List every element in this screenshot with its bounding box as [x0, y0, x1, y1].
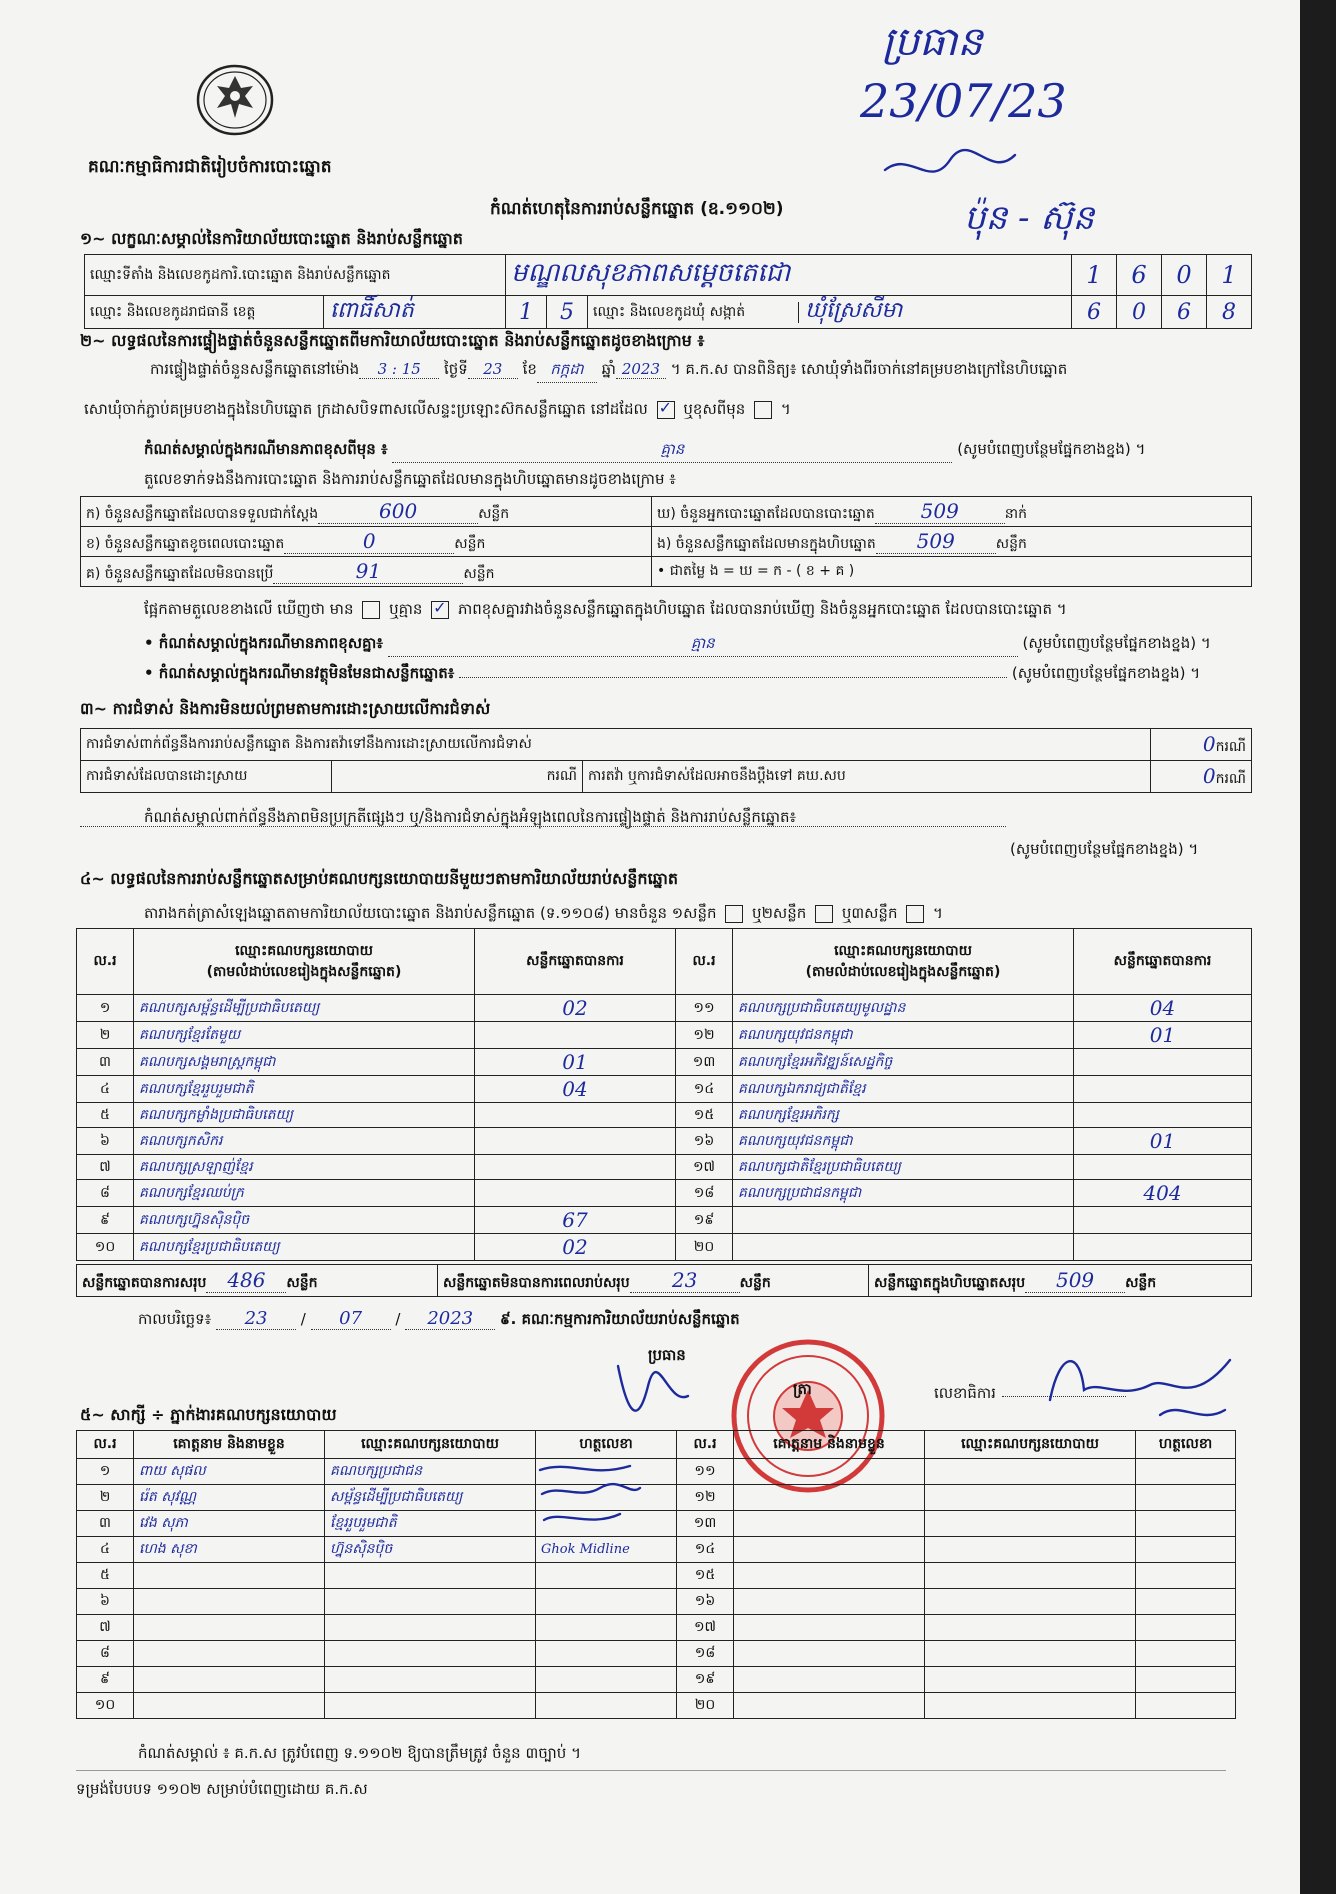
col-name: គោត្តនាម និងនាមខ្លួន [734, 1431, 925, 1459]
party-name: គណបក្សសម្ព័ន្ធដើម្បីប្រជាធិបតេយ្យ [134, 995, 475, 1022]
bullet2-line [144, 664, 1200, 686]
col-party: ឈ្មោះគណបក្សនយោបាយ [325, 1431, 536, 1459]
party-votes [475, 1022, 676, 1049]
province-code-digit: 5 [547, 296, 588, 329]
voters-unit: នាក់ [1004, 505, 1027, 522]
total-valid-unit: សន្លឹក [286, 1274, 318, 1291]
handwritten-signature-top [880, 140, 1020, 200]
row-no: ៤ [77, 1537, 134, 1563]
results-row [77, 1076, 1252, 1103]
witness-signatures [530, 1458, 650, 1548]
in-box-unit: សន្លឹក [995, 535, 1027, 552]
org-name: គណៈកម្មាធិការជាតិរៀបចំការបោះឆ្នោត [88, 157, 332, 177]
date-month: 07 [311, 1308, 391, 1330]
row-no: ១០ [77, 1693, 134, 1719]
fill-hint: (សូមបំពេញបន្ថែមផ្នែកខាងខ្នង) ។ [1022, 634, 1211, 652]
difference-note-line [144, 440, 1145, 463]
verification-day-label: ថ្ងៃទី [443, 360, 468, 378]
verification-line [150, 360, 1067, 383]
verification-day: 23 [468, 360, 518, 379]
row-no: ៧ [77, 1155, 134, 1180]
row-no: ១៨ [676, 1180, 733, 1207]
verification-time-label: ការផ្ទៀងផ្ទាត់ចំនួនសន្លឹកឆ្នោតនៅម៉ោង [150, 360, 360, 378]
col-no: ល.រ [677, 1431, 734, 1459]
row-no: ១៨ [677, 1641, 734, 1667]
ballot-numbers-table [80, 496, 1252, 587]
station-code-digit: 0 [1162, 255, 1207, 296]
verification-month: កក្កដា [537, 360, 597, 383]
row-no: ១៤ [677, 1537, 734, 1563]
party-votes: 04 [475, 1076, 676, 1103]
col-votes: សន្លឹកឆ្នោតបានការ [475, 929, 676, 995]
row-no: ១៧ [676, 1155, 733, 1180]
col-votes: សន្លឹកឆ្នោតបានការ [1074, 929, 1252, 995]
complaints-row1-unit: ករណី [1215, 738, 1246, 755]
party-votes [1074, 1234, 1252, 1261]
seal-line [84, 400, 791, 422]
handwritten-note-name: ប៉ុន - ស៊ុន [964, 198, 1095, 238]
row-no: ៣ [77, 1049, 134, 1076]
party-name: គណបក្សប្រជាជនកម្ពុជា [733, 1180, 1074, 1207]
row-no: ៥ [77, 1563, 134, 1589]
party-votes [475, 1155, 676, 1180]
comparison-rest: ភាពខុសគ្នារវាងចំនួនសន្លឹកឆ្នោតក្នុងហិបឆ្នោត ដែលបានរាប់ឃើញ និងចំនួនអ្នកបោះឆ្នោត ដែលបានបោះឆ្នោត ។ [457, 600, 1067, 618]
commune-code-digit: 6 [1162, 296, 1207, 329]
party-name: គណបក្សខ្មែរតែមួយ [134, 1022, 475, 1049]
row-no: ១៦ [677, 1589, 734, 1615]
witness-row [77, 1641, 1236, 1667]
in-box-value: 509 [876, 529, 996, 554]
total-box-unit: សន្លឹក [1125, 1274, 1157, 1291]
total-invalid-label: សន្លឹកឆ្នោតមិនបានការពេលរាប់សរុប [443, 1274, 630, 1291]
col-party: ឈ្មោះគណបក្សនយោបាយ [834, 942, 972, 959]
commune-value: ឃុំស្រែសីមា [805, 298, 903, 323]
row-no: ១៣ [677, 1511, 734, 1537]
row-no: ១១ [676, 995, 733, 1022]
witness-name: រ៉េត សុវណ្ណ [134, 1485, 325, 1511]
row-no: ៦ [77, 1128, 134, 1155]
committee-label: ៩. គណៈកម្មការការិយាល័យរាប់សន្លឹកឆ្នោត [500, 1310, 740, 1328]
tally-sheets-end: ។ [933, 904, 943, 922]
party-name: គណបក្សខ្មែរឈប់ក្រ [134, 1180, 475, 1207]
fill-hint: (សូមបំពេញបន្ថែមផ្នែកខាងខ្នង) ។ [957, 440, 1146, 458]
three-sheets-label: ឬ៣សន្លឹក [841, 904, 898, 922]
totals-row [76, 1264, 1252, 1297]
witness-row [77, 1537, 1236, 1563]
difference-note-value: គ្មាន [392, 440, 952, 463]
col-no: ល.រ [77, 929, 134, 995]
row-no: ៩ [77, 1207, 134, 1234]
col-party: ឈ្មោះគណបក្សនយោបាយ [235, 942, 373, 959]
three-sheets-checkbox[interactable] [906, 905, 924, 923]
party-votes [1074, 1207, 1252, 1234]
witness-sign: Ghok Midline [536, 1537, 677, 1563]
witness-table [76, 1430, 1236, 1719]
row-no: ៦ [77, 1589, 134, 1615]
col-no: ល.រ [77, 1431, 134, 1459]
row-no: ៨ [77, 1641, 134, 1667]
numbers-intro: តួលេខទាក់ទងនឹងការបោះឆ្នោត និងការរាប់សន្លឹកឆ្នោតដែលមានក្នុងហិបឆ្នោតមានដូចខាងក្រោម ៖ [144, 470, 676, 488]
total-valid-label: សន្លឹកឆ្នោតបានការសរុប [82, 1274, 207, 1291]
voters-value: 509 [875, 499, 1005, 524]
party-votes: 01 [475, 1049, 676, 1076]
complaints-row1-value: 0 [1202, 731, 1216, 756]
row-no: ១០ [77, 1234, 134, 1261]
no-difference-checkbox[interactable] [431, 601, 449, 619]
party-name: គណបក្សខ្មែររួបរួមជាតិ [134, 1076, 475, 1103]
spoiled-unit: សន្លឹក [454, 535, 486, 552]
witness-row [77, 1589, 1236, 1615]
section5-heading: ៥~ សាក្សី ÷ ភ្នាក់ងារគណបក្សនយោបាយ [80, 1405, 337, 1424]
party-name: គណបក្សសង្គមរាស្ត្រកម្ពុជា [134, 1049, 475, 1076]
date-line: កាលបរិច្ឆេទ៖ 23 / 07 / 2023 ៩. គណៈកម្មការការិយាល័យរាប់សន្លឹកឆ្នោត [138, 1308, 740, 1329]
party-name [733, 1207, 1074, 1234]
total-invalid-value: 23 [630, 1268, 740, 1293]
station-info-table [84, 254, 1252, 329]
bullet1-label: • កំណត់សម្គាល់ក្នុងករណីមានភាពខុសគ្នា៖ [144, 634, 383, 652]
two-sheets-checkbox[interactable] [815, 905, 833, 923]
section4-heading: ៤~ លទ្ធផលនៃការរាប់សន្លឹកឆ្នោតសម្រាប់គណបក្សនយោបាយនីមួយៗតាមការិយាល័យរាប់សន្លឹកឆ្នោត [80, 869, 679, 888]
one-sheet-checkbox[interactable] [725, 905, 743, 923]
has-difference-checkbox[interactable] [362, 601, 380, 619]
party-votes: 404 [1074, 1180, 1252, 1207]
station-code-digit: 6 [1117, 255, 1162, 296]
total-box-label: សន្លឹកឆ្នោតក្នុងហិបឆ្នោតសរុប [874, 1274, 1026, 1291]
appeal-value: 0 [1202, 763, 1216, 788]
row-no: ៥ [77, 1103, 134, 1128]
col-sign: ហត្ថលេខា [536, 1431, 677, 1459]
different-checkbox[interactable] [754, 401, 772, 419]
party-name: គណបក្សកម្លាំងប្រជាធិបតេយ្យ [134, 1103, 475, 1128]
party-name: គណបក្សខ្មែរប្រជាធិបតេយ្យ [134, 1234, 475, 1261]
no-difference-label: ឬគ្មាន [389, 600, 423, 618]
province-value: ពោធិ៍សាត់ [323, 296, 414, 328]
verification-year: 2023 [616, 360, 666, 379]
irregularity-fill-line [80, 826, 1006, 827]
party-votes: 67 [475, 1207, 676, 1234]
date-year: 2023 [405, 1308, 495, 1330]
total-invalid-unit: សន្លឹក [739, 1274, 771, 1291]
col-party-sub: (តាមលំដាប់លេខរៀងក្នុងសន្លឹកឆ្នោត) [206, 963, 402, 980]
col-sign: ហត្ថលេខា [1136, 1431, 1236, 1459]
form-footer: ទម្រង់បែបបទ ១១០២ សម្រាប់បំពេញដោយ គ.ក.ស [76, 1780, 368, 1798]
witness-row [77, 1667, 1236, 1693]
party-name: គណបក្សខ្មែរអភិវឌ្ឍន៍សេដ្ឋកិច្ច [733, 1049, 1074, 1076]
row-no: ២ [77, 1022, 134, 1049]
fill-hint: (សូមបំពេញបន្ថែមផ្នែកខាងខ្នង) ។ [1010, 840, 1199, 858]
witness-row [77, 1615, 1236, 1641]
resolved-unit: ករណី [332, 761, 583, 793]
row-no: ១១ [677, 1459, 734, 1485]
two-sheets-label: ឬ២សន្លឹក [752, 904, 807, 922]
row-no: ៩ [77, 1667, 134, 1693]
party-votes: 02 [475, 1234, 676, 1261]
dark-background-edge [1300, 0, 1336, 1894]
date-label: កាលបរិច្ឆេទ៖ [138, 1310, 212, 1328]
verification-year-label: ឆ្នាំ [601, 360, 616, 378]
nec-emblem-icon [195, 62, 275, 138]
commune-label: ឈ្មោះ និងលេខកូដឃុំ សង្កាត់ [588, 302, 799, 323]
in-box-label: ង) ចំនួនសន្លឹកឆ្នោតដែលមានក្នុងហិបឆ្នោត [657, 535, 876, 552]
spoiled-value: 0 [284, 529, 454, 554]
row-no: ១៣ [676, 1049, 733, 1076]
stamp-label: ត្រា [793, 1380, 812, 1398]
results-table [76, 928, 1252, 1261]
secretary-signature [1040, 1340, 1240, 1430]
results-row [77, 1022, 1252, 1049]
results-row [77, 1234, 1252, 1261]
station-code-digit: 1 [1207, 255, 1252, 296]
witness-party: ហ្វ៊ុនស៊ិនប៉ិច [325, 1537, 536, 1563]
row-no: ១២ [676, 1022, 733, 1049]
row-no: ២០ [676, 1234, 733, 1261]
witness-row [77, 1485, 1236, 1511]
different-label: ឬខុសពីមុន [683, 400, 746, 418]
party-name: គណបក្សយុវជនកម្ពុជា [733, 1022, 1074, 1049]
chair-label: ប្រធាន [648, 1346, 686, 1364]
total-box-value: 509 [1025, 1268, 1125, 1293]
commune-code-digit: 6 [1072, 296, 1117, 329]
complaints-row1-label: ការជំទាស់ពាក់ព័ន្ធនឹងការរាប់សន្លឹកឆ្នោត និងការតវ៉ាទៅនឹងការដោះស្រាយលើការជំទាស់ [81, 729, 1151, 761]
party-name: គណបក្សប្រជាធិបតេយ្យមូលដ្ឋាន [733, 995, 1074, 1022]
col-name: គោត្តនាម និងនាមខ្លួន [134, 1431, 325, 1459]
complaints-table [80, 728, 1252, 793]
row-no: ២០ [677, 1693, 734, 1719]
commune-code-digit: 0 [1117, 296, 1162, 329]
row-no: ១ [77, 995, 134, 1022]
section1-heading: ១~ លក្ខណៈសម្គាល់នៃការិយាល័យបោះឆ្នោត និងរាប់សន្លឹកឆ្នោត [80, 229, 463, 248]
row-no: ១២ [677, 1485, 734, 1511]
irregularity-note: កំណត់សម្គាល់ពាក់ព័ន្ធនឹងភាពមិនប្រក្រតីផ្សេងៗ ឬ/និងការជំទាស់ក្នុងអំឡុងពេលនៃការផ្ទៀងផ្ទាត់ និងការរាប់សន្លឹកឆ្នោត៖ [144, 808, 797, 826]
party-name: គណបក្សឯករាជ្យជាតិខ្មែរ [733, 1076, 1074, 1103]
witness-row [77, 1563, 1236, 1589]
secretary-label: លេខាធិការ [934, 1384, 996, 1402]
party-name: គណបក្សហ្វ៊ុនស៊ិនប៉ិច [134, 1207, 475, 1234]
date-day: 23 [216, 1308, 296, 1330]
witness-row [77, 1459, 1236, 1485]
fill-hint: (សូមបំពេញបន្ថែមផ្នែកខាងខ្នង) ។ [1011, 664, 1201, 682]
unused-unit: សន្លឹក [463, 565, 495, 582]
verification-time: 3 : 15 [359, 360, 439, 379]
party-votes [475, 1103, 676, 1128]
resolved-label: ការជំទាស់ដែលបានដោះស្រាយ [81, 761, 332, 793]
bullet2-value [459, 677, 1007, 678]
province-code-digit: 1 [506, 296, 547, 329]
party-votes: 04 [1074, 995, 1252, 1022]
province-label: ឈ្មោះ និងលេខកូដរាជធានី ខេត្ត [90, 303, 256, 320]
row-no: ១៦ [676, 1128, 733, 1155]
tally-sheets-line [144, 904, 943, 926]
witness-party: គណបក្សប្រជាជន [325, 1459, 536, 1485]
spoiled-label: ខ) ចំនួនសន្លឹកឆ្នោតខូចពេលបោះឆ្នោត [86, 535, 285, 552]
appeal-unit: ករណី [1215, 770, 1246, 787]
row-no: ៣ [77, 1511, 134, 1537]
handwritten-note-title: ប្រធាន [882, 19, 983, 65]
witness-party: សម្ព័ន្ធដើម្បីប្រជាធិបតេយ្យ [325, 1485, 536, 1511]
bullet1-line [144, 634, 1211, 657]
bullet1-value: គ្មាន [388, 634, 1018, 657]
comparison-line [144, 600, 1067, 622]
party-votes: 01 [1074, 1128, 1252, 1155]
verification-month-label: ខែ [522, 360, 537, 378]
row-no: ២ [77, 1485, 134, 1511]
party-votes [1074, 1049, 1252, 1076]
footer-divider [76, 1770, 1226, 1771]
received-value: 600 [318, 499, 478, 524]
party-votes [475, 1128, 676, 1155]
voters-label: ឃ) ចំនួនអ្នកបោះឆ្នោតដែលបានបោះឆ្នោត [657, 505, 875, 522]
footnote: កំណត់សម្គាល់ ៖ គ.ក.ស ត្រូវបំពេញ ទ.១១០២ ឱ្យបានត្រឹមត្រូវ ចំនួន ៣ច្បាប់ ។ [138, 1744, 581, 1762]
row-no: ១ [77, 1459, 134, 1485]
row-no: ១៤ [676, 1076, 733, 1103]
witness-row [77, 1511, 1236, 1537]
col-party: ឈ្មោះគណបក្សនយោបាយ [925, 1431, 1136, 1459]
witness-row [77, 1693, 1236, 1719]
station-code-digit: 1 [1072, 255, 1117, 296]
col-no: ល.រ [676, 929, 733, 995]
party-votes [1074, 1103, 1252, 1128]
results-row [77, 1103, 1252, 1128]
row-no: ៨ [77, 1180, 134, 1207]
results-row [77, 1207, 1252, 1234]
total-valid-value: 486 [206, 1268, 286, 1293]
commune-code-digit: 8 [1207, 296, 1252, 329]
row-no: ១៥ [677, 1563, 734, 1589]
col-party-sub: (តាមលំដាប់លេខរៀងក្នុងសន្លឹកឆ្នោត) [805, 963, 1001, 980]
same-checkbox[interactable] [657, 401, 675, 419]
party-name: គណបក្សកសិករ [134, 1128, 475, 1155]
row-no: ៤ [77, 1076, 134, 1103]
appeal-label: ការតវ៉ា ឬការជំទាស់ដែលអាចនឹងប្តឹងទៅ គឃ.សប [583, 761, 1151, 793]
row-no: ១៥ [676, 1103, 733, 1128]
party-name: គណបក្សខ្មែរអភិរក្ស [733, 1103, 1074, 1128]
handwritten-note-date: 23/07/23 [860, 74, 1067, 128]
witness-name: ហេង សុខា [134, 1537, 325, 1563]
witness-name: ពាយ សុផល [134, 1459, 325, 1485]
section3-heading: ៣~ ការជំទាស់ និងការមិនយល់ព្រមតាមការដោះស្រាយលើការជំទាស់ [80, 699, 491, 718]
station-name-label: ឈ្មោះទីតាំង និងលេខកូដការិ.បោះឆ្នោត និងរាប់សន្លឹកឆ្នោត [85, 255, 506, 296]
party-name: គណបក្សជាតិខ្មែរប្រជាធិបតេយ្យ [733, 1155, 1074, 1180]
party-votes: 01 [1074, 1022, 1252, 1049]
witness-name: វេង សុភា [134, 1511, 325, 1537]
unused-value: 91 [273, 559, 463, 584]
received-label: ក) ចំនួនសន្លឹកឆ្នោតដែលបានទទួលជាក់ស្តែង [86, 505, 319, 522]
witness-party: ខ្មែររួបរួមជាតិ [325, 1511, 536, 1537]
bullet2-label: • កំណត់សម្គាល់ក្នុងករណីមានវត្ថុមិនមែនជាសន្លឹកឆ្នោត៖ [144, 664, 455, 682]
row-no: ៧ [77, 1615, 134, 1641]
party-name [733, 1234, 1074, 1261]
seal-end: ។ [780, 400, 791, 418]
row-no: ១៧ [677, 1615, 734, 1641]
comparison-label: ផ្អែកតាមតួលេខខាងលើ ឃើញថា មាន [144, 600, 354, 618]
results-row [77, 1049, 1252, 1076]
party-votes [1074, 1076, 1252, 1103]
party-votes: 02 [475, 995, 676, 1022]
results-row [77, 1180, 1252, 1207]
difference-note-label: កំណត់សម្គាល់ក្នុងករណីមានភាពខុសពីមុន ៖ [144, 440, 388, 458]
results-row [77, 1155, 1252, 1180]
party-name: គណបក្សស្រឡាញ់ខ្មែរ [134, 1155, 475, 1180]
formula-text: • ជាតម្លៃ ង = ឃ = ក - ( ខ + គ ) [657, 563, 855, 579]
party-name: គណបក្សយុវជនកម្ពុជា [733, 1128, 1074, 1155]
party-votes [475, 1180, 676, 1207]
seal-text: សោឃុំចាក់ភ្ជាប់គម្របខាងក្នុងនៃហិបឆ្នោត ក្រដាសបិទពាសលើសន្ទះប្រឡោះស៊កសន្លឹកឆ្នោត នៅដដែល [84, 400, 648, 418]
results-row [77, 1128, 1252, 1155]
section2-heading: ២~ លទ្ធផលនៃការផ្ទៀងផ្ទាត់ចំនួនសន្លឹកឆ្នោតពីមការិយាល័យបោះឆ្នោត និងរាប់សន្លឹកឆ្នោតដូចខាងក្រោម ៖ [80, 331, 705, 350]
row-no: ១៩ [677, 1667, 734, 1693]
tally-sheets-label: តារាងកត់ត្រាសំឡេងឆ្នោតតាមការិយាល័យបោះឆ្នោត និងរាប់សន្លឹកឆ្នោត (ទ.១១០៨) មានចំនួន ១សន្លឹក [144, 904, 717, 922]
verification-text: ។ គ.ក.ស បានពិនិត្យ៖ សោឃុំទាំងពីរចាក់នៅគម្របខាងក្រៅនៃហិបឆ្នោត [670, 360, 1068, 378]
row-no: ១៩ [676, 1207, 733, 1234]
results-row [77, 995, 1252, 1022]
chair-signature [608, 1356, 698, 1436]
party-votes [1074, 1155, 1252, 1180]
unused-label: គ) ចំនួនសន្លឹកឆ្នោតដែលមិនបានប្រើ [86, 565, 274, 582]
received-unit: សន្លឹក [478, 505, 510, 522]
station-name-value: មណ្ឌលសុខភាពសម្តេចតេជោ [506, 255, 1072, 296]
form-title: កំណត់ហេតុនៃការរាប់សន្លឹកឆ្នោត (ឧ.១១០២) [490, 199, 784, 219]
